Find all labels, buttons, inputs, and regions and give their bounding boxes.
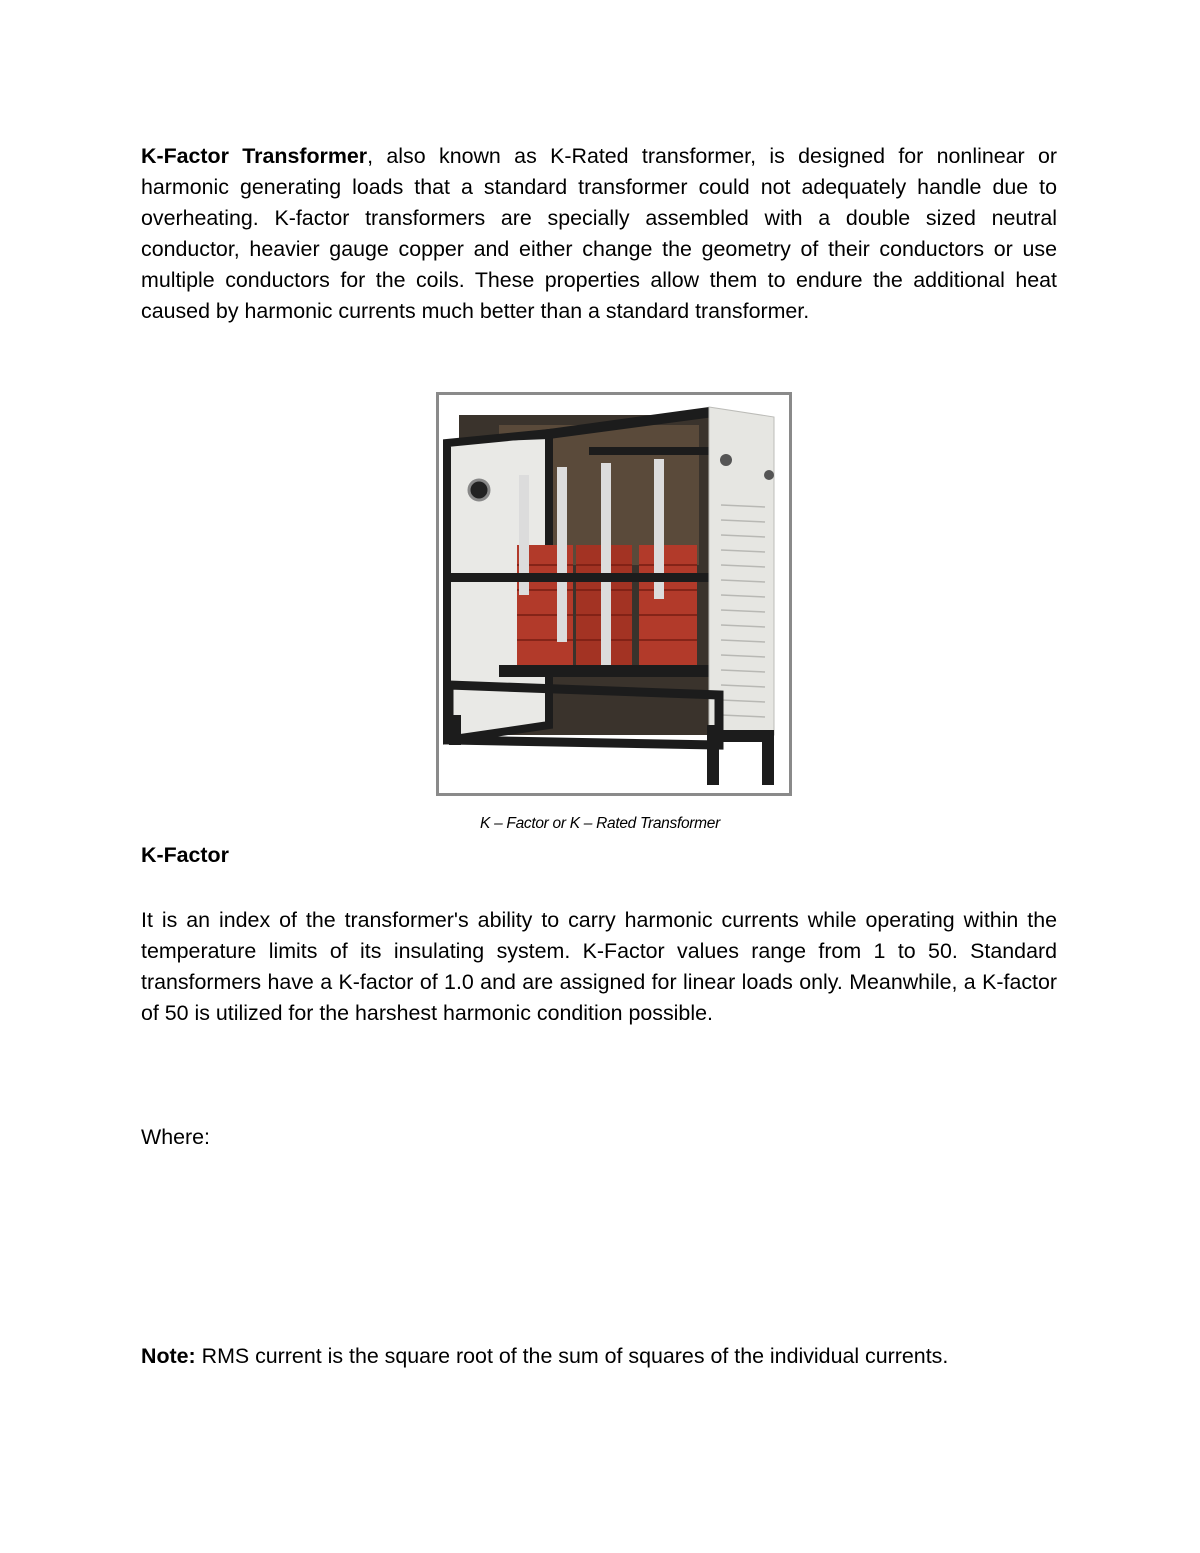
upper-rail [589, 447, 714, 455]
transformer-illustration [439, 395, 789, 793]
intro-term: K-Factor Transformer [141, 144, 368, 168]
base-leg-front [707, 725, 719, 785]
intro-paragraph [141, 141, 1057, 327]
note-label: Note: [141, 1344, 196, 1368]
note-paragraph [141, 1341, 1057, 1372]
base-leg-right [762, 730, 774, 785]
busbar-3 [601, 463, 611, 668]
latch-1 [720, 454, 732, 466]
base-leg-left [449, 715, 461, 745]
fan-icon [469, 480, 489, 500]
figure-caption: K – Factor or K – Rated Transformer [480, 815, 720, 832]
latch-2 [764, 470, 774, 480]
kfactor-paragraph: It is an index of the transformer's ability to carry harmonic currents while operating within the temperature limits of its insulating system. K-Factor values range from 1 to 50. Standard transformers have a K-factor of 1.0 and are assigned for linear loads only. Meanwhile, a K-factor of 50 is utilized for the harshest harmonic condition possible. [141, 908, 1057, 1025]
kfactor-heading: K-Factor [141, 843, 229, 867]
busbar-2 [557, 467, 567, 642]
transformer-figure [436, 392, 792, 796]
intro-text: , also known as K-Rated transformer, is designed for nonlinear or harmonic generating loads that a standard transformer could not adequately handle due to overheating. K-factor transformers are specially assembled with a double sized neutral conductor, heavier gauge copper and either change the geometry of their conductors or use multiple conductors for the coils. These properties allow them to endure the additional heat caused by harmonic currents much better than a standard transformer. [141, 144, 1058, 323]
note-text: RMS current is the square root of the sum of squares of the individual currents. [195, 1344, 949, 1368]
middle-rail [447, 573, 715, 582]
coil-3 [639, 545, 697, 670]
where-label: Where: [141, 1125, 210, 1149]
lower-rail [499, 665, 714, 677]
